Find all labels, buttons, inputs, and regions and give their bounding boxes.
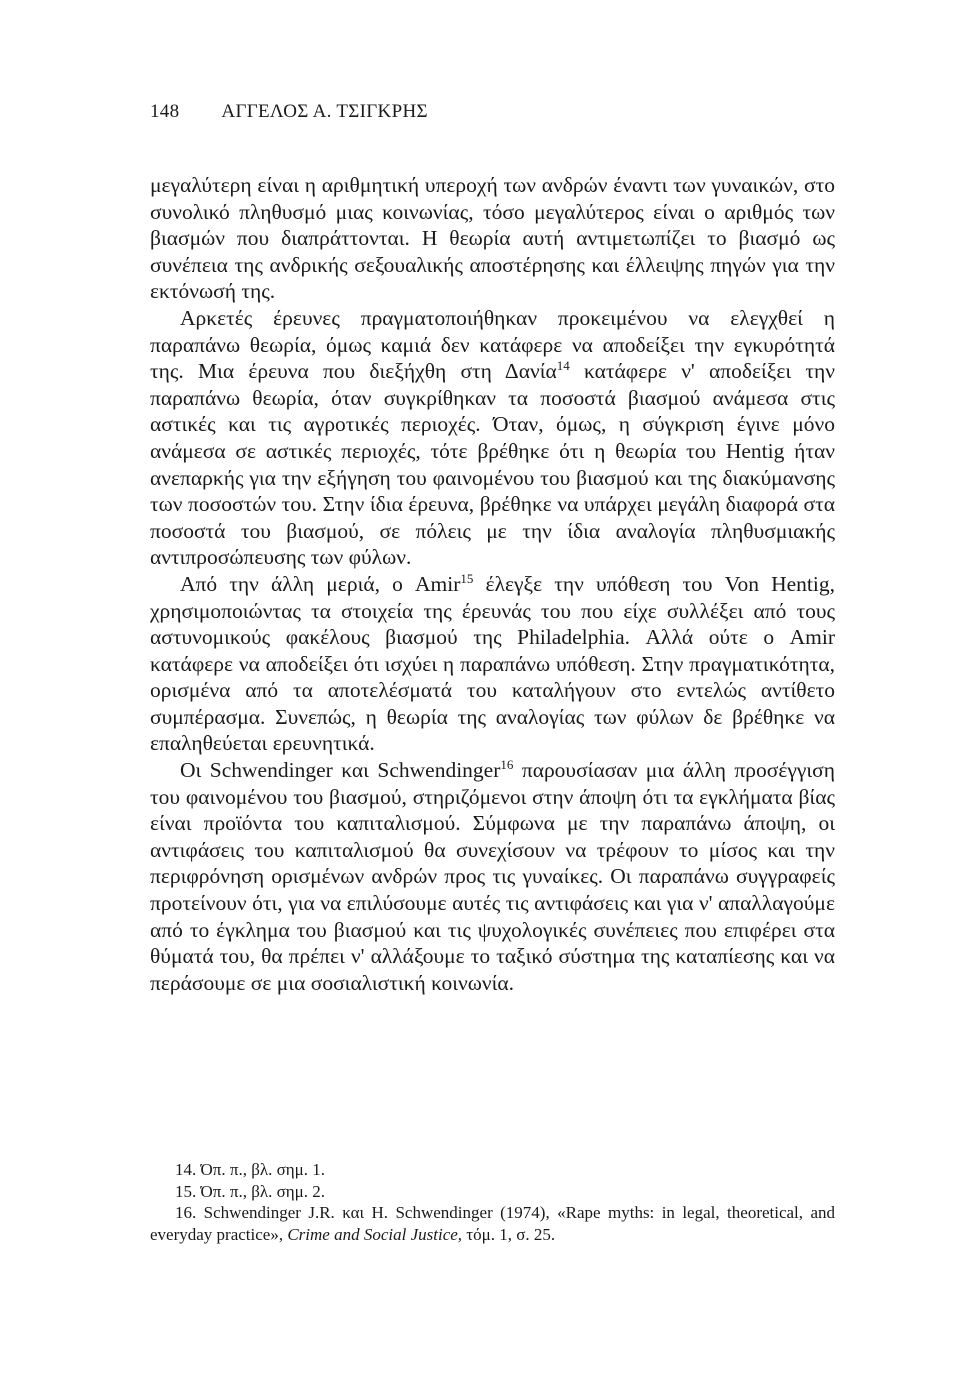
paragraph-1 xyxy=(150,172,835,305)
paragraph-3 xyxy=(150,571,835,757)
footnote-number: 14. xyxy=(175,1160,197,1179)
journal-title: Crime and Social Justice, xyxy=(287,1224,463,1244)
footnote-text: Όπ. π., βλ. σημ. 2. xyxy=(200,1181,326,1201)
paragraph-text: κατάφερε ν' αποδείξει την παραπάνω θεωρία, όταν συγκρίθηκαν τα ποσοστά βιασμού ανάμεσα στις αστικές και τις αγροτικές περιοχές. Όταν, όμως, η σύγκριση έγινε μόνο ανάμεσα σε αστικές περιοχές, τότε βρέθηκε ότι η θεωρία του Hentig ήταν ανεπαρκής για την εξήγηση του φαινομένου του βιασμού και της διακύμανσης των ποσοστών του. Στην ίδια έρευνα, βρέθηκε να υπάρχει μεγάλη διαφορά στα ποσοστά του βιασμού, σε πόλεις με την ίδια αναλογία πληθυσμιακής αντιπροσώπευσης των φύλων. xyxy=(150,359,836,570)
paragraph-2 xyxy=(150,305,835,571)
footnote-number: 15. xyxy=(175,1181,197,1201)
paragraph-text: Οι Schwendinger και Schwendinger xyxy=(180,758,501,783)
paragraph-text: Από την άλλη μεριά, ο Amir xyxy=(180,571,461,596)
footnote-ref-14[interactable]: 14 xyxy=(556,358,570,373)
paragraph-text: έλεγξε την υπόθεση του Von Hentig, χρησιμοποιώντας τα στοιχεία της έρευνάς του που είχε συλλέξει από τους αστυνομικούς φακέλους βιασμού της Philadelphia. Αλλά ούτε ο Amir κατάφερε να αποδείξει ότι ισχύει η παραπάνω υπόθεση. Στην πραγματικότητα, ορισμένα από τα αποτελέσματά του καταλήγουν στο εντελώς αντίθετο συμπέρασμα. Συνεπώς, η θεωρία της αναλογίας των φύλων δε βρέθηκε να επαληθεύεται ερευνητικά. xyxy=(150,571,835,756)
footnote-15 xyxy=(150,1181,835,1203)
paragraph-text: Αρκετές έρευνες πραγματοποιήθηκαν προκειμένου να ελεγχθεί η παραπάνω θεωρία, όμως καμιά δεν κατάφερε να αποδείξει την εγκυρότητά της. Μια έρευνα που διεξήχθη στη Δανία xyxy=(150,305,835,384)
footnote-ref-16[interactable]: 16 xyxy=(500,756,514,772)
paragraph-text: μεγαλύτερη είναι η αριθμητική υπεροχή των ανδρών έναντι των γυναικών, στο συνολικό πληθυσμό μιας κοινωνίας, τόσο μεγαλύτερος είναι ο αριθμός των βιασμών που διαπράττονται. Η θεωρία αυτή αντιμετωπίζει το βιασμό ως συνέπεια της ανδρικής σεξουαλικής αποστέρησης και έλλειψης πηγών για την εκτόνωσή της. xyxy=(150,173,835,304)
body-text xyxy=(150,172,835,996)
footnote-text: Όπ. π., βλ. σημ. 1. xyxy=(200,1160,326,1179)
footnote-16 xyxy=(150,1202,835,1245)
running-header xyxy=(150,101,428,123)
paragraph-text: παρουσίασαν μια άλλη προσέγγιση του φαινομένου του βιασμού, στηριζόμενοι στην άποψη ότι τα εγκλήματα βίας είναι προϊόντα του καπιταλισμού. Σύμφωνα με την παραπάνω άποψη, οι αντιφάσεις του καπιταλισμού θα συνεχίσουν να τρέφουν το μίσος και την περιφρόνηση ορισμένων ανδρών προς τις γυναίκες. Οι παραπάνω συγγραφείς προτείνουν ότι, για να επιλύσουμε αυτές τις αντιφάσεις και για ν' απαλλαγούμε από το έγκλημα του βιασμού και τις ψυχολογικές συνέπειες που επιφέρει στα θύματά του, θα πρέπει ν' αλλάξουμε το ταξικό σύστημα της καταπίεσης και να περάσουμε σε μια σοσιαλιστική κοινωνία. xyxy=(150,758,835,995)
footnote-14 xyxy=(150,1159,835,1181)
page-number: 148 xyxy=(150,101,180,122)
paragraph-4 xyxy=(150,757,835,996)
footnotes xyxy=(150,1159,835,1245)
footnote-number: 16. xyxy=(175,1203,197,1222)
footnote-text: τόμ. 1, σ. 25. xyxy=(462,1224,556,1244)
footnote-ref-15[interactable]: 15 xyxy=(460,570,474,586)
footnote-text: Schwendinger J.R. και H. Schwendinger (1974), «Rape myths: in legal, theoretical, and everyday practice», xyxy=(150,1203,835,1244)
running-title: ΑΓΓΕΛΟΣ Α. ΤΣΙΓΚΡΗΣ xyxy=(221,101,428,122)
